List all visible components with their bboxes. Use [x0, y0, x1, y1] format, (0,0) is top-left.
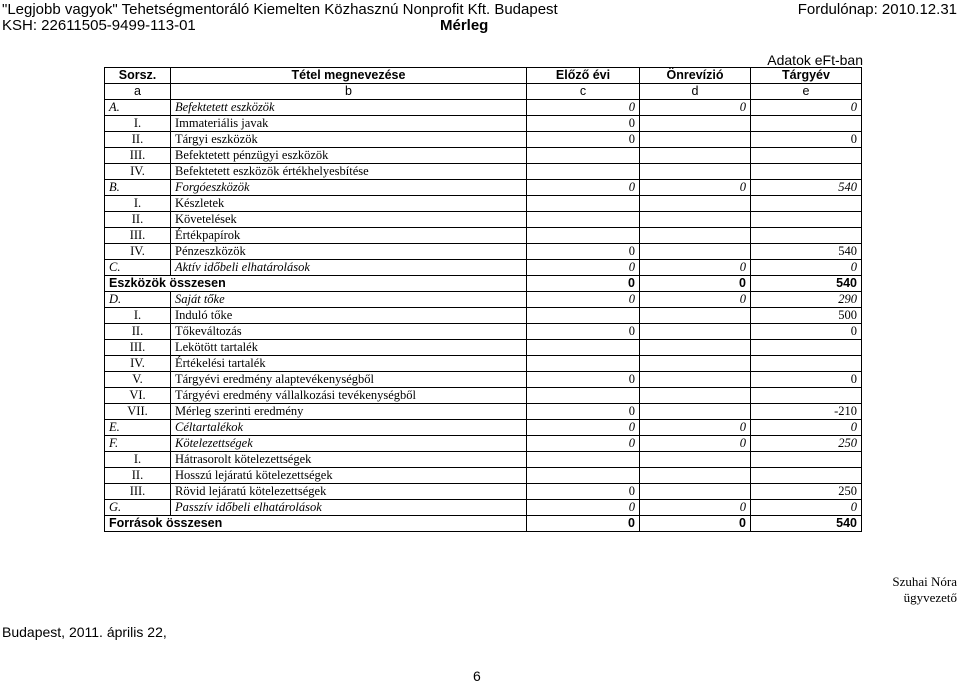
value-curr [751, 148, 862, 164]
col-header-prev: Előző évi [527, 68, 640, 84]
table-row [105, 388, 862, 404]
value-curr: -210 [751, 404, 862, 420]
signatory-role: ügyvezető [903, 590, 957, 605]
row-name: Forgóeszközök [171, 180, 527, 196]
row-name: Befektetett eszközök értékhelyesbítése [171, 164, 527, 180]
value-curr: 540 [751, 276, 862, 292]
table-row [105, 260, 862, 276]
letter-cell: a [105, 84, 171, 100]
row-name: Saját tőke [171, 292, 527, 308]
row-name: Hosszú lejáratú kötelezettségek [171, 468, 527, 484]
letter-cell: c [527, 84, 640, 100]
value-adj: 0 [640, 260, 751, 276]
row-name: Értékpapírok [171, 228, 527, 244]
total-row [105, 516, 862, 532]
table-row [105, 212, 862, 228]
table-row [105, 372, 862, 388]
row-number: IV. [105, 164, 171, 180]
table-row [105, 468, 862, 484]
row-number: IV. [105, 356, 171, 372]
value-prev [527, 212, 640, 228]
row-name: Tárgyévi eredmény vállalkozási tevékenységből [171, 388, 527, 404]
value-adj: 0 [640, 420, 751, 436]
table-row [105, 148, 862, 164]
table-row [105, 436, 862, 452]
value-curr: 0 [751, 100, 862, 116]
row-name: Aktív időbeli elhatárolások [171, 260, 527, 276]
table-row [105, 484, 862, 500]
value-curr: 500 [751, 308, 862, 324]
balance-sheet-table [104, 67, 862, 532]
letter-cell: b [171, 84, 527, 100]
row-number: I. [105, 196, 171, 212]
page-number: 6 [473, 668, 481, 684]
row-number: B. [105, 180, 171, 196]
org-name: "Legjobb vagyok" Tehetségmentoráló Kiemelten Közhasznú Nonprofit Kft. Budapest [2, 1, 558, 18]
table-row [105, 340, 862, 356]
table-row [105, 452, 862, 468]
value-prev: 0 [527, 372, 640, 388]
row-number: III. [105, 228, 171, 244]
row-number: C. [105, 260, 171, 276]
row-number: A. [105, 100, 171, 116]
value-curr: 0 [751, 420, 862, 436]
table-row [105, 500, 862, 516]
value-curr: 540 [751, 244, 862, 260]
row-number: I. [105, 308, 171, 324]
value-prev [527, 452, 640, 468]
value-curr [751, 356, 862, 372]
row-name: Készletek [171, 196, 527, 212]
value-adj [640, 484, 751, 500]
value-adj [640, 340, 751, 356]
row-number: IV. [105, 244, 171, 260]
value-curr: 0 [751, 260, 862, 276]
value-curr: 540 [751, 516, 862, 532]
row-name: Hátrasorolt kötelezettségek [171, 452, 527, 468]
value-prev: 0 [527, 500, 640, 516]
value-adj [640, 244, 751, 260]
table-row [105, 116, 862, 132]
row-name: Források összesen [105, 516, 527, 532]
col-header-name: Tétel megnevezése [171, 68, 527, 84]
table-row [105, 324, 862, 340]
value-prev: 0 [527, 436, 640, 452]
value-prev [527, 340, 640, 356]
table-row [105, 132, 862, 148]
row-number: E. [105, 420, 171, 436]
value-prev [527, 308, 640, 324]
table-row [105, 228, 862, 244]
row-number: III. [105, 484, 171, 500]
value-adj [640, 372, 751, 388]
value-curr [751, 452, 862, 468]
value-prev: 0 [527, 132, 640, 148]
value-adj [640, 452, 751, 468]
col-header-curr: Tárgyév [751, 68, 862, 84]
value-curr [751, 388, 862, 404]
value-adj [640, 148, 751, 164]
row-name: Tőkeváltozás [171, 324, 527, 340]
letter-row [105, 84, 862, 100]
value-prev: 0 [527, 292, 640, 308]
turnday-label: Fordulónap: 2010.12.31 [797, 1, 957, 18]
value-adj [640, 212, 751, 228]
row-name: Mérleg szerinti eredmény [171, 404, 527, 420]
value-curr [751, 164, 862, 180]
table-row [105, 308, 862, 324]
value-curr [751, 340, 862, 356]
row-name: Immateriális javak [171, 116, 527, 132]
letter-cell: d [640, 84, 751, 100]
row-name: Pénzeszközök [171, 244, 527, 260]
row-number: II. [105, 324, 171, 340]
value-prev [527, 164, 640, 180]
value-curr: 250 [751, 484, 862, 500]
value-prev: 0 [527, 420, 640, 436]
value-prev: 0 [527, 324, 640, 340]
value-prev: 0 [527, 276, 640, 292]
value-adj: 0 [640, 436, 751, 452]
value-adj [640, 164, 751, 180]
row-number: V. [105, 372, 171, 388]
value-curr: 540 [751, 180, 862, 196]
row-name: Passzív időbeli elhatárolások [171, 500, 527, 516]
value-adj: 0 [640, 100, 751, 116]
value-adj [640, 356, 751, 372]
value-adj [640, 116, 751, 132]
value-curr: 0 [751, 372, 862, 388]
table-row [105, 164, 862, 180]
row-name: Tárgyi eszközök [171, 132, 527, 148]
row-number: III. [105, 340, 171, 356]
row-number: I. [105, 116, 171, 132]
value-curr [751, 196, 862, 212]
row-number: I. [105, 452, 171, 468]
row-name: Rövid lejáratú kötelezettségek [171, 484, 527, 500]
value-adj [640, 324, 751, 340]
table-row [105, 420, 862, 436]
row-name: Befektetett pénzügyi eszközök [171, 148, 527, 164]
value-prev: 0 [527, 116, 640, 132]
value-prev [527, 196, 640, 212]
table-row [105, 100, 862, 116]
ksh-number: KSH: 22611505-9499-113-01 [2, 17, 196, 34]
value-prev [527, 228, 640, 244]
signatory-name: Szuhai Nóra [892, 574, 957, 589]
value-adj: 0 [640, 516, 751, 532]
value-curr: 0 [751, 500, 862, 516]
table-row [105, 404, 862, 420]
value-adj [640, 228, 751, 244]
value-prev: 0 [527, 404, 640, 420]
col-header-sorsz: Sorsz. [105, 68, 171, 84]
row-number: II. [105, 468, 171, 484]
row-name: Lekötött tartalék [171, 340, 527, 356]
row-name: Induló tőke [171, 308, 527, 324]
value-adj [640, 196, 751, 212]
table-row [105, 244, 862, 260]
value-curr: 0 [751, 324, 862, 340]
value-prev: 0 [527, 100, 640, 116]
row-name: Céltartalékok [171, 420, 527, 436]
value-prev: 0 [527, 244, 640, 260]
value-prev [527, 388, 640, 404]
value-adj: 0 [640, 292, 751, 308]
value-prev: 0 [527, 516, 640, 532]
row-name: Tárgyévi eredmény alaptevékenységből [171, 372, 527, 388]
row-number: II. [105, 132, 171, 148]
value-curr [751, 116, 862, 132]
value-prev [527, 468, 640, 484]
value-curr: 250 [751, 436, 862, 452]
value-adj [640, 468, 751, 484]
value-adj: 0 [640, 276, 751, 292]
letter-cell: e [751, 84, 862, 100]
document-title: Mérleg [440, 17, 489, 34]
value-adj [640, 132, 751, 148]
value-curr: 0 [751, 132, 862, 148]
table-row [105, 292, 862, 308]
value-prev [527, 356, 640, 372]
value-adj: 0 [640, 500, 751, 516]
row-name: Követelések [171, 212, 527, 228]
table-row [105, 196, 862, 212]
row-number: II. [105, 212, 171, 228]
value-adj [640, 388, 751, 404]
value-curr [751, 468, 862, 484]
value-adj [640, 404, 751, 420]
value-curr [751, 212, 862, 228]
col-header-adj: Önrevízió [640, 68, 751, 84]
row-number: III. [105, 148, 171, 164]
value-adj [640, 308, 751, 324]
row-number: VII. [105, 404, 171, 420]
value-prev: 0 [527, 260, 640, 276]
row-name: Értékelési tartalék [171, 356, 527, 372]
value-prev: 0 [527, 180, 640, 196]
value-adj: 0 [640, 180, 751, 196]
total-row [105, 276, 862, 292]
table-row [105, 356, 862, 372]
row-number: D. [105, 292, 171, 308]
value-prev [527, 148, 640, 164]
row-number: VI. [105, 388, 171, 404]
table-row [105, 180, 862, 196]
row-number: F. [105, 436, 171, 452]
place-date: Budapest, 2011. április 22, [2, 624, 167, 640]
header-row [105, 68, 862, 84]
value-curr [751, 228, 862, 244]
unit-label: Adatok eFt-ban [767, 52, 863, 68]
value-prev: 0 [527, 484, 640, 500]
row-number: G. [105, 500, 171, 516]
row-name: Eszközök összesen [105, 276, 527, 292]
row-name: Kötelezettségek [171, 436, 527, 452]
row-name: Befektetett eszközök [171, 100, 527, 116]
value-curr: 290 [751, 292, 862, 308]
